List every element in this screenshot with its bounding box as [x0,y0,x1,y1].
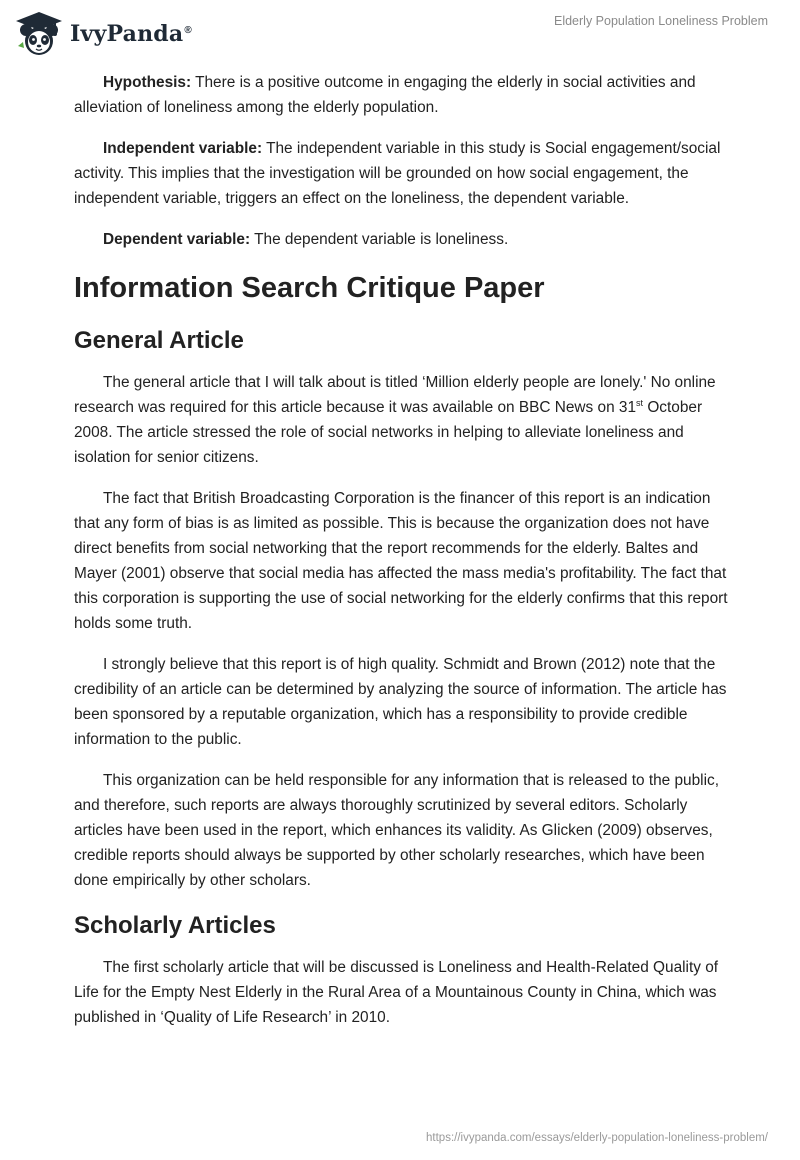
source-url[interactable]: https://ivypanda.com/essays/elderly-population-loneliness-problem/ [426,1132,768,1144]
page-header [0,0,800,64]
dependent-variable-paragraph [74,227,734,252]
hypothesis-paragraph [74,70,734,120]
dependent-variable-text: The dependent variable is loneliness. [250,231,509,248]
document-title: Elderly Population Loneliness Problem [553,14,768,28]
independent-variable-label: Independent variable: [103,140,263,157]
subheading-scholarly-articles: Scholarly Articles [74,912,276,939]
scholarly-articles-paragraph-1: The first scholarly article that will be discussed is Loneliness and Health-Related Quality of Life for the Empty Nest Elderly in the Rural Area of a Mountainous County in China, which was published in ‘Quality of Life Research’ in 2010. [74,959,719,1026]
dependent-variable-label: Dependent variable: [103,231,251,248]
essay-content [74,70,734,1046]
independent-variable-paragraph [74,136,734,211]
independent-variable-text: The independent variable in this study is Social engagement/social activity. This implies that the investigation will be grounded on how social engagement, the independent variable, triggers an effect on the loneliness, the dependent variable. [74,140,721,207]
panda-graduate-icon [14,10,64,58]
general-article-paragraph-2: The fact that British Broadcasting Corporation is the financer of this report is an indication that any form of bias is as limited as possible. This is because the organization does not have direct benefits from social networking that the report recommends for the elderly. Baltes and Mayer (2001) observe that social media has affected the mass media's profitability. The fact that this corporation is supporting the use of social networking for the elderly confirms that this report holds some truth. [74,490,728,632]
general-article-paragraph-1: The general article that I will talk about is titled ‘Million elderly people are lonely.' No online research was required for this article because it was available on BBC News on 31st October 2008. The article stressed the role of social networks in helping to alleviate loneliness and isolation for senior citizens. [74,374,716,466]
hypothesis-text: There is a positive outcome in engaging the elderly in social activities and alleviation of loneliness among the elderly population. [74,74,696,116]
subheading-general-article: General Article [74,327,244,354]
general-article-paragraph-3: I strongly believe that this report is of high quality. Schmidt and Brown (2012) note that the credibility of an article can be determined by analyzing the source of information. The article has been sponsored by a reputable organization, which has a responsibility to provide credible information to the public. [74,656,727,748]
logo-text: IvyPanda® [70,21,192,47]
general-article-paragraph-4: This organization can be held responsible for any information that is released to the public, and therefore, such reports are always thoroughly scrutinized by several editors. Scholarly articles have been used in the report, which enhances its validity. As Glicken (2009) observes, credible reports should always be supported by other scholarly researches, which have been done empirically by other scholars. [74,772,719,889]
hypothesis-label: Hypothesis: [103,74,192,91]
site-logo[interactable] [14,10,192,58]
section-heading-critique: Information Search Critique Paper [74,272,545,304]
